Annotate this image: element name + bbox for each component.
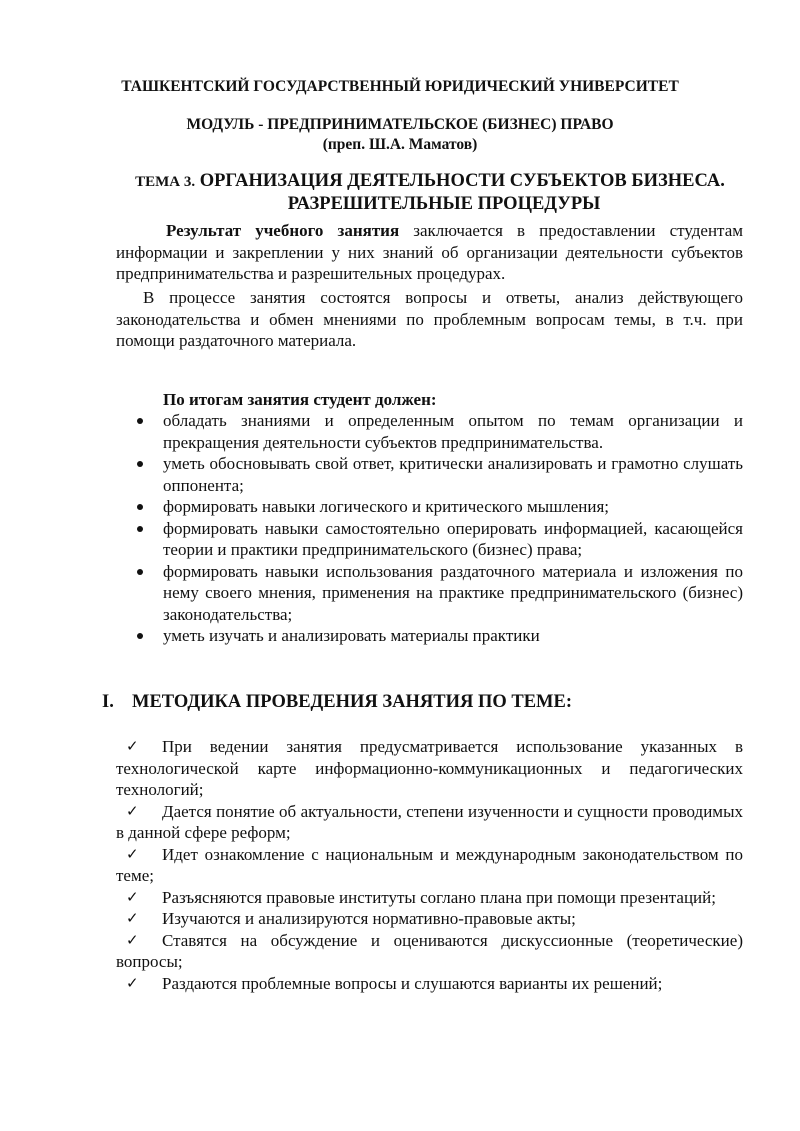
module-title: МОДУЛЬ - ПРЕДПРИНИМАТЕЛЬСКОЕ (БИЗНЕС) ПРАВО: [186, 116, 614, 133]
checkmark-icon: ✓: [126, 844, 139, 863]
method-item: [116, 801, 743, 844]
section-number: I.: [102, 692, 114, 712]
bullet-icon: [137, 526, 143, 532]
method-item: [116, 844, 743, 887]
bullet-icon: [137, 418, 143, 424]
section-heading: [102, 692, 572, 714]
outcome-item: [134, 410, 743, 453]
checkmark-icon: ✓: [126, 909, 139, 927]
bullet-icon: [137, 633, 143, 639]
method-text: При ведении занятия предусматривается использование указанных в технологической карте информационно-коммуникационных и педагогических технологий;: [116, 737, 743, 799]
method-item: [116, 973, 743, 995]
outcome-text: формировать навыки самостоятельно оперировать информацией, касающейся теории и практики предпринимательского (бизнес) права;: [163, 518, 743, 559]
method-text: Ставятся на обсуждение и оцениваются дискуссионные (теоретические) вопросы;: [116, 930, 743, 971]
method-list: [116, 736, 743, 994]
outcome-text: уметь обосновывать свой ответ, критически анализировать и грамотно слушать оппонента;: [163, 454, 743, 495]
checkmark-icon: ✓: [126, 737, 139, 755]
outcomes-list: [134, 410, 743, 647]
topic-number: ТЕМА 3.: [135, 174, 196, 190]
method-text: Разъясняются правовые институты соглано плана при помощи презентаций;: [162, 887, 716, 907]
checkmark-icon: ✓: [126, 887, 139, 906]
checkmark-icon: ✓: [126, 801, 139, 820]
bullet-icon: [137, 461, 143, 467]
outcome-text: уметь изучать и анализировать материалы практики: [163, 626, 540, 645]
outcomes-heading: По итогам занятия студент должен:: [163, 390, 437, 409]
method-text: Изучаются и анализируются нормативно-правовые акты;: [162, 909, 576, 928]
outcome-text: обладать знаниями и определенным опытом по темам организации и прекращения деятельности субъектов предпринимательства.: [163, 411, 743, 452]
intro-paragraph-result: [116, 220, 743, 285]
method-text: Идет ознакомление с национальным и международным законодательством по теме;: [116, 844, 743, 885]
method-item: [116, 908, 743, 930]
outcome-text: формировать навыки логического и критического мышления;: [163, 497, 609, 516]
outcome-item: [134, 561, 743, 626]
method-item: [116, 736, 743, 801]
checkmark-icon: ✓: [126, 930, 139, 949]
lecturer-name: (преп. Ш.А. Маматов): [322, 136, 478, 153]
outcome-item: [134, 518, 743, 561]
bullet-icon: [137, 569, 143, 575]
method-item: [116, 930, 743, 973]
topic-heading: [100, 170, 760, 215]
intro-result-label: Результат учебного занятия: [166, 221, 400, 240]
intro-paragraph-process: В процессе занятия состоятся вопросы и ответы, анализ действующего законодательства и обмен мнениями по проблемным вопросам темы, в т.ч. при помощи раздаточного материала.: [116, 288, 743, 350]
outcome-item: [134, 625, 743, 647]
method-item: [116, 887, 743, 909]
university-name: ТАШКЕНТСКИЙ ГОСУДАРСТВЕННЫЙ ЮРИДИЧЕСКИЙ УНИВЕРСИТЕТ: [121, 78, 679, 95]
outcome-item: [134, 496, 743, 518]
outcome-text: формировать навыки использования раздаточного материала и изложения по нему своего мнения, применения на практике предпринимательского (бизнес) законодательства;: [163, 561, 743, 624]
bullet-icon: [137, 504, 143, 510]
section-title: МЕТОДИКА ПРОВЕДЕНИЯ ЗАНЯТИЯ ПО ТЕМЕ:: [132, 692, 572, 712]
method-text: Дается понятие об актуальности, степени изученности и сущности проводимых в данной сфере реформ;: [116, 801, 743, 842]
topic-title-line1: ОРГАНИЗАЦИЯ ДЕЯТЕЛЬНОСТИ СУБЪЕКТОВ БИЗНЕСА.: [199, 171, 725, 191]
checkmark-icon: ✓: [126, 973, 139, 992]
intro-result-text: заключается в предоставлении студентам информации и закреплении у них знаний об организации деятельности субъектов предпринимательства и разрешительных процедурах.: [116, 221, 743, 283]
method-text: Раздаются проблемные вопросы и слушаются варианты их решений;: [162, 973, 663, 993]
topic-heading-line1: [100, 170, 760, 193]
topic-title-line2: РАЗРЕШИТЕЛЬНЫЕ ПРОЦЕДУРЫ: [287, 194, 601, 214]
outcome-item: [134, 453, 743, 496]
